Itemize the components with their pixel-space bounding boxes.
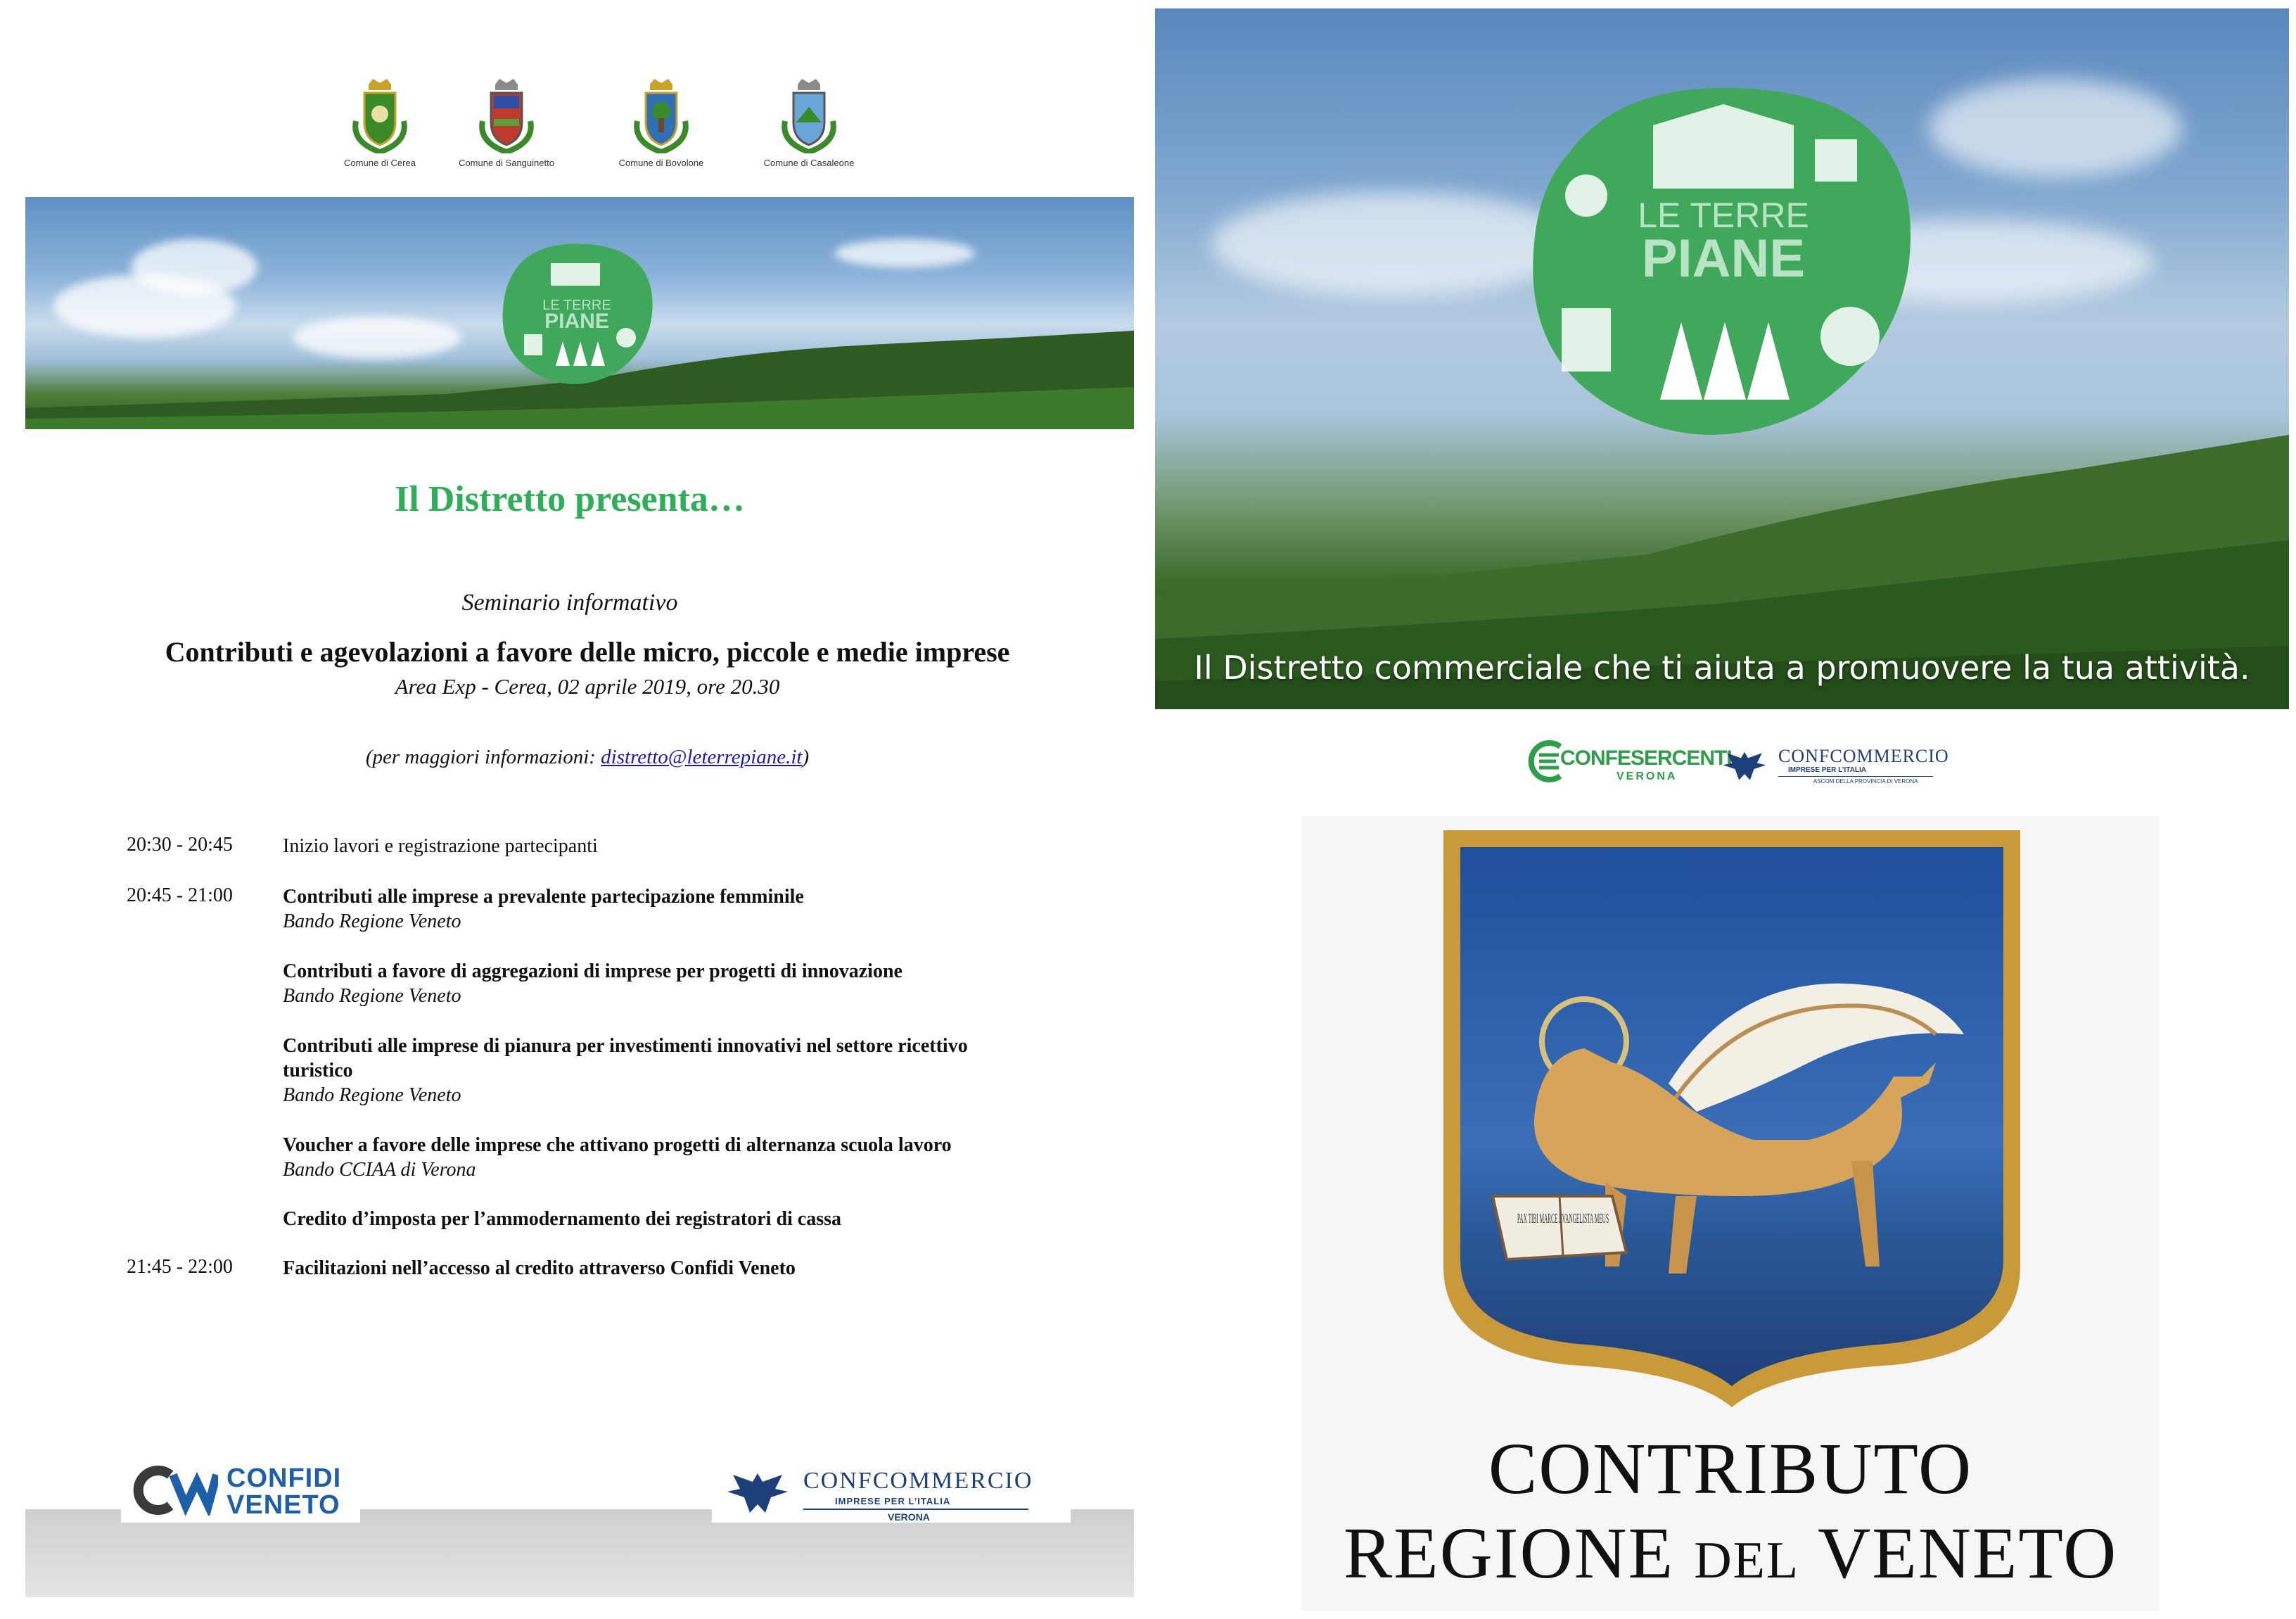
email-link[interactable]: distretto@leterrepiane.it <box>601 746 803 768</box>
info-line <box>0 746 1175 769</box>
program-source: Bando Regione Veneto <box>283 910 461 932</box>
crest-caption: Comune di Bovolone <box>618 158 704 168</box>
crest-caption: Comune di Casaleone <box>763 158 855 168</box>
program-title: Contributi alle imprese di pianura per investimenti innovativi nel settore ricettivo turistico <box>283 1035 968 1081</box>
confidi-line1: CONFIDI <box>227 1464 342 1493</box>
info-prefix: (per maggiori informazioni: <box>365 746 601 768</box>
program-item <box>283 834 1071 858</box>
divider <box>1778 776 1933 777</box>
confcommercio-city: VERONA <box>888 1511 930 1523</box>
contributo-title: CONTRIBUTO <box>1488 1428 1973 1509</box>
eagle-icon <box>726 1468 789 1517</box>
confidi-line2: VENETO <box>227 1490 340 1520</box>
crest-caption: Comune di Sanguinetto <box>459 158 554 168</box>
regione-word: REGIONE <box>1343 1513 1695 1594</box>
confesercenti-logo <box>1525 734 1732 790</box>
program-title: Credito d’imposta per l’ammodernamento dei registratori di cassa <box>283 1208 842 1230</box>
district-tagline: Il Distretto commerciale che ti aiuta a promuovere la tua attività. <box>1194 649 2250 687</box>
venue-date: Area Exp - Cerea, 02 aprile 2019, ore 20.30 <box>395 674 780 699</box>
flyer-title: Il Distretto presenta… <box>395 479 745 519</box>
program-source: Bando Regione Veneto <box>283 985 461 1007</box>
program-title: Inizio lavori e registrazione partecipanti <box>283 835 598 857</box>
le-terre-piane-logo <box>1519 76 1920 442</box>
crest-cerea <box>331 79 429 168</box>
crest-casaleone <box>760 79 858 168</box>
svg-text:PIANE: PIANE <box>544 310 609 333</box>
program-source: Bando Regione Veneto <box>283 1084 461 1106</box>
confcommercio-sub: IMPRESE PER L’ITALIA <box>1788 766 1866 774</box>
program-item <box>283 1207 1071 1231</box>
program-title: Contributi a favore di aggregazioni di imprese per progetti di innovazione <box>283 960 903 982</box>
program-title: Voucher a favore delle imprese che attivano progetti di alternanza scuola lavoro <box>283 1134 952 1156</box>
confidi-veneto-logo <box>121 1458 360 1523</box>
confidi-mark-icon <box>127 1465 218 1516</box>
confcommercio-verona-logo <box>712 1458 1071 1523</box>
program-title: Contributi alle imprese a prevalente partecipazione femminile <box>283 886 804 908</box>
confcommercio-sub: IMPRESE PER L’ITALIA <box>835 1496 951 1506</box>
program-source: Bando CCIAA di Verona <box>283 1159 476 1181</box>
svg-text:PIANE: PIANE <box>1641 229 1806 288</box>
program-item <box>283 884 1071 934</box>
seminar-heading: Contributi e agevolazioni a favore delle micro, piccole e medie imprese <box>165 636 1010 668</box>
program-item <box>283 1256 1071 1281</box>
program-time: 21:45 - 22:00 <box>127 1256 233 1278</box>
seminar-label: Seminario informativo <box>461 590 678 616</box>
program-time: 20:30 - 20:45 <box>127 834 233 856</box>
veneto-word: VENETO <box>1799 1513 2118 1594</box>
confcommercio-ascom-logo <box>1722 744 1947 787</box>
del-word: DEL <box>1694 1532 1800 1589</box>
regione-veneto-title <box>1301 1511 2160 1595</box>
crest-bovolone <box>612 79 710 168</box>
casaleone-crest-icon <box>777 79 841 153</box>
confcommercio-name: CONFCOMMERCIO <box>803 1468 1033 1494</box>
sanguinetto-crest-icon <box>474 79 539 153</box>
municipality-crests <box>331 79 865 177</box>
info-suffix: ) <box>802 746 810 768</box>
cerea-crest-icon <box>347 79 412 153</box>
bovolone-crest-icon <box>629 79 694 153</box>
program-item <box>283 959 1071 1008</box>
confesercenti-name: CONFESERCENTI <box>1560 747 1732 770</box>
crest-caption: Comune di Cerea <box>344 158 416 168</box>
confcommercio-name: CONFCOMMERCIO <box>1778 746 1949 766</box>
crest-sanguinetto <box>457 79 556 168</box>
lion-of-saint-mark-shield <box>1443 830 2020 1407</box>
program-time: 20:45 - 21:00 <box>127 884 233 906</box>
le-terre-piane-logo-small <box>496 239 658 387</box>
program-title: Facilitazioni nell’accesso al credito attraverso Confidi Veneto <box>283 1257 796 1279</box>
svg-text:LE TERRE: LE TERRE <box>1638 196 1809 235</box>
svg-text:LE TERRE: LE TERRE <box>542 298 611 313</box>
seminar-flyer <box>0 0 1140 1619</box>
eagle-icon <box>1722 746 1767 785</box>
program-item <box>283 1133 1071 1182</box>
confcommercio-city: ASCOM DELLA PROVINCIA DI VERONA <box>1813 778 1918 785</box>
program-item <box>283 1034 986 1107</box>
svg-text:PAX TIBI MARCE EVANGELISTA MEU: PAX TIBI MARCE EVANGELISTA MEUS <box>1517 1211 1609 1226</box>
confesercenti-city: VERONA <box>1616 770 1678 782</box>
divider <box>803 1509 1028 1510</box>
